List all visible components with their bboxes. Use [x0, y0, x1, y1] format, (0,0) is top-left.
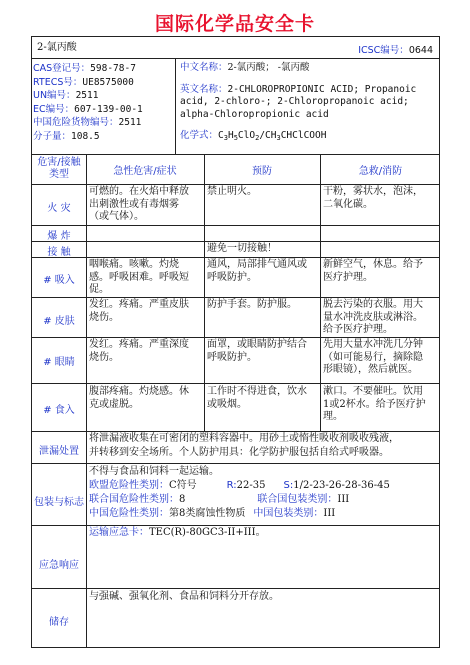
- row-label-explosion: 爆 炸: [47, 231, 71, 242]
- rtecs-row: RTECS号：UE8575000: [33, 76, 134, 88]
- eyes-first-aid: 先用大量水冲洗几分钟 （如可能易行，摘除隐 形眼镜），然后就医。: [323, 339, 423, 375]
- emergency-label: 应急响应: [39, 560, 79, 571]
- cas-row: CAS登记号：598-78-7: [33, 63, 136, 74]
- eyes-symptoms: 发红。疼痛。严重深度 烧伤。: [89, 339, 189, 363]
- skin-first-aid: 脱去污染的衣服。用大 量水冲洗皮肤或淋浴。 给予医疗护理。: [323, 299, 423, 335]
- safety-card: [31, 36, 440, 648]
- row-label-contact: 接 触: [47, 247, 71, 258]
- row-label-fire: 火 灾: [47, 203, 71, 214]
- ingestion-first-aid: 漱口。不要催吐。饮用 1或2杯水。给予医疗护 理。: [323, 386, 426, 422]
- inhalation-prevention: 通风，局部排气通风或 呼吸防护。: [207, 259, 307, 283]
- cn-dangerous-goods-row: 中国危险货物编号：2511: [33, 117, 142, 128]
- col-header-type: 危害/接触 类型: [37, 157, 81, 180]
- skin-prevention: 防护手套。防护服。: [207, 299, 297, 310]
- inhalation-first-aid: 新鲜空气，休息。给予 医疗护理。: [323, 259, 423, 283]
- icsc-number: [358, 42, 433, 56]
- row-label-eyes: # 眼睛: [43, 357, 75, 368]
- ingestion-prevention: 工作时不得进食，饮水 或吸烟。: [207, 386, 307, 410]
- col-header-first-aid: 急救/消防: [358, 166, 403, 177]
- packaging-label: 包装与标志: [34, 497, 84, 508]
- un-row: UN编号：2511: [33, 90, 99, 101]
- chemical-name: 2-氯丙酸: [37, 42, 77, 53]
- spill-label: 泄漏处置: [39, 446, 79, 457]
- chinese-name: 中文名称：2-氯丙酸； -氯丙酸: [180, 62, 310, 73]
- storage-label: 储存: [49, 617, 69, 628]
- emergency-text: 运输应急卡：TEC(R)-80GC3-II+III。: [89, 527, 266, 538]
- fire-symptoms: 可燃的。在火焰中释放 出刺激性或有毒烟雾 （或气体）。: [89, 186, 189, 222]
- icsc-value: 0644: [408, 45, 433, 56]
- names-block: [180, 62, 438, 145]
- inhalation-symptoms: 咽喉痛。咳嗽。灼烧 感。呼吸困难。呼吸短 促。: [89, 259, 189, 295]
- row-label-skin: # 皮肤: [43, 316, 75, 327]
- fire-first-aid: 干粉，雾状水，泡沫， 二氧化碳。: [323, 186, 423, 210]
- eyes-prevention: 面罩，或眼睛防护结合 呼吸防护。: [207, 339, 307, 363]
- storage-text: 与强碱、强氧化剂、食品和饲料分开存放。: [89, 591, 279, 602]
- row-label-inhalation: # 吸入: [43, 275, 75, 286]
- contact-prevention: 避免一切接触！: [207, 243, 277, 254]
- identifier-list: [33, 62, 143, 143]
- row-label-ingestion: # 食入: [43, 405, 75, 416]
- chemical-formula: 化学式：$C_3H_5ClO_2/CH_3CHClCOOH$: [180, 130, 327, 142]
- english-name: 英文名称：2-CHLOROPROPIONIC ACID; Propanoic acid, 2-chloro-; 2-Chloropropanoic acid; alpha-Chloropropionic acid: [180, 83, 417, 120]
- skin-symptoms: 发红。疼痛。严重皮肤 烧伤。: [89, 299, 189, 323]
- molecular-weight-row: 分子量：108.5: [33, 130, 100, 142]
- spill-text: 将泄漏液收集在可密闭的塑料容器中。用砂土或惰性吸收剂吸收残液， 并转移到安全场所。个人防护用具：化学防护服包括自给式呼吸器。: [89, 433, 399, 458]
- icsc-label: ICSC编号：: [358, 45, 409, 56]
- col-header-prevention: 预防: [252, 166, 272, 177]
- ingestion-symptoms: 腹部疼痛。灼烧感。休 克或虚脱。: [89, 386, 189, 410]
- page-title: 国际化学品安全卡: [154, 13, 315, 35]
- ec-row: EC编号：607-139-00-1: [33, 103, 143, 115]
- col-header-symptoms: 急性危害/症状: [113, 166, 177, 177]
- packaging-text: 不得与食品和饲料一起运输。 欧盟危险性类别：C符号 R:22-35 S:1/2-23-26-28-36-45 联合国危险性类别：8 联合国包装类别：III 中国危险性类别：第8类腐蚀性物质 中国包装类别：III: [89, 466, 390, 519]
- fire-prevention: 禁止明火。: [207, 186, 257, 197]
